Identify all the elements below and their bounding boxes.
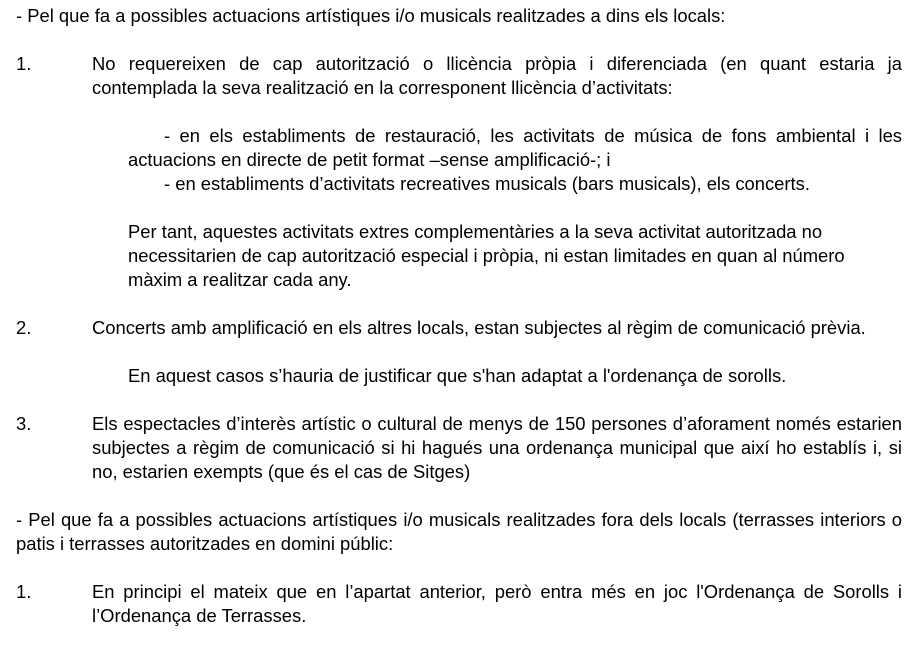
section-2-heading: - Pel que fa a possibles actuacions artístiques i/o musicals realitzades fora dels locals (terrasses interiors o patis i terrasses autoritzades en domini públic: [16,509,902,554]
spacer [16,484,902,508]
list-item-text: En principi el mateix que en l’apartat anterior, però entra més en joc l'Ordenança de Sorolls i l’Ordenança de Terrasses. [92,581,902,626]
note-per-tant: Per tant, aquestes activitats extres complementàries a la seva activitat autoritzada no necessitarien de cap autorització especial i pròpia, ni estan limitades en quan al número màxim a realitzar cada any. [128,221,845,290]
spacer [16,292,902,316]
spacer [16,28,902,52]
document [16,4,902,628]
spacer [16,340,902,364]
note-sorolls: En aquest casos s’hauria de justificar que s'han adaptat a l'ordenança de sorolls. [128,365,787,386]
spacer [16,556,902,580]
list-number: 1. [16,581,32,602]
list-item-1 [16,52,902,100]
list-item-3 [16,412,902,484]
list-item-text: No requereixen de cap autorització o llicència pròpia i diferenciada (en quant estaria ja contemplada la seva realització en la corresponent llicència d’activitats: [92,53,902,98]
list-number: 1. [16,53,32,74]
bullet-list [128,124,902,196]
spacer [16,196,902,220]
bullet-restauracio: - en els establiments de restauració, les activitats de música de fons ambiental i les actuacions en directe de petit format –sense amplificació-; i [128,125,902,170]
list-item-text: Concerts amb amplificació en els altres locals, estan subjectes al règim de comunicació prèvia. [92,317,866,338]
list-number: 3. [16,413,32,434]
section-1-heading: - Pel que fa a possibles actuacions artístiques i/o musicals realitzades a dins els locals: [16,5,726,26]
bullet-recreatives: - en establiments d’activitats recreatives musicals (bars musicals), els concerts. [164,173,810,194]
spacer [16,100,902,124]
list-number: 2. [16,317,32,338]
list-item-4 [16,580,902,628]
list-item-text: Els espectacles d’interès artístic o cultural de menys de 150 persones d’aforament només estarien subjectes a règim de comunicació si hi hagués una ordenança municipal que així ho establís i, si no, estarien exempts (que és el cas de Sitges) [92,413,902,482]
spacer [16,388,902,412]
list-item-2 [16,316,902,340]
